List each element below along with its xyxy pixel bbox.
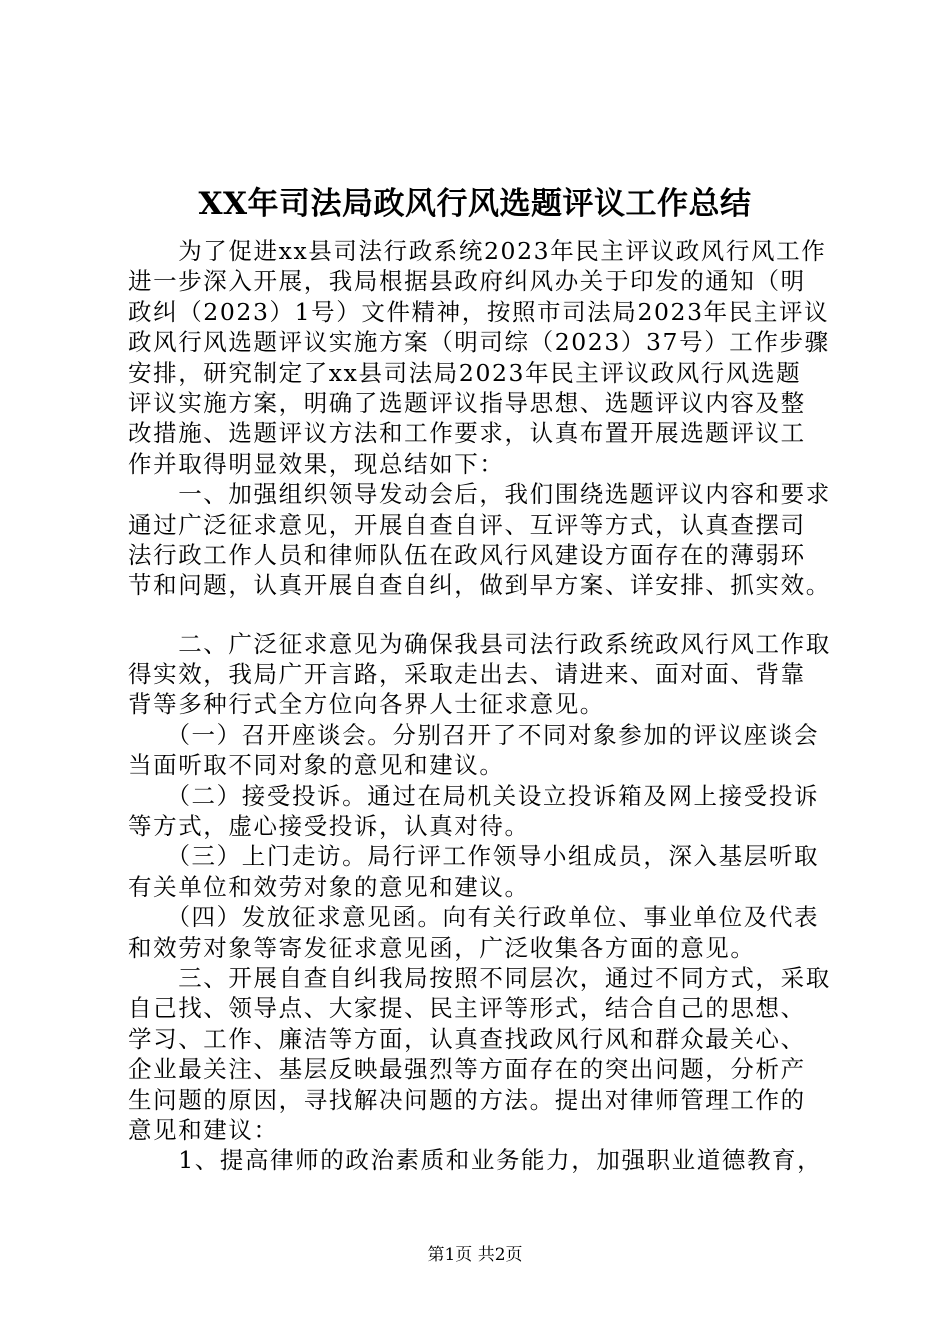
body-line: 进一步深入开展，我局根据县政府纠风办关于印发的通知（明 xyxy=(128,267,806,296)
body-line: 学习、工作、廉洁等方面，认真查找政风行风和群众最关心、 xyxy=(128,1024,806,1053)
body-line: 生问题的原因，寻找解决问题的方法。提出对律师管理工作的 xyxy=(128,1085,806,1114)
body-line: 改措施、选题评议方法和工作要求，认真布置开展选题评议工 xyxy=(128,419,806,448)
body-line: 政风行风选题评议实施方案（明司综（2023）37号）工作步骤 xyxy=(128,328,830,357)
body-line: 当面听取不同对象的意见和建议。 xyxy=(128,751,505,780)
body-line: 有关单位和效劳对象的意见和建议。 xyxy=(128,872,530,901)
body-line: 和效劳对象等寄发征求意见函，广泛收集各方面的意见。 xyxy=(128,933,756,962)
body-line: 法行政工作人员和律师队伍在政风行风建设方面存在的薄弱环 xyxy=(128,540,806,569)
body-line: （四）发放征求意见函。向有关行政单位、事业单位及代表 xyxy=(128,903,820,932)
body-line: 通过广泛征求意见，开展自查自评、互评等方式，认真查摆司 xyxy=(128,510,806,539)
body-line: 节和问题，认真开展自查自纠，做到早方案、详安排、抓实效。 xyxy=(128,571,831,600)
body-line: 作并取得明显效果，现总结如下： xyxy=(128,449,505,478)
body-line: 一、加强组织领导发动会后，我们围绕选题评议内容和要求 xyxy=(128,480,831,509)
body-line: （一）召开座谈会。分别召开了不同对象参加的评议座谈会 xyxy=(128,720,820,749)
body-line: 安排，研究制定了xx县司法局2023年民主评议政风行风选题 xyxy=(128,358,802,387)
body-line: 得实效，我局广开言路，采取走出去、请进来、面对面、背靠 xyxy=(128,660,806,689)
body-line: 为了促进xx县司法行政系统2023年民主评议政风行风工作 xyxy=(128,237,827,265)
body-line: 二、广泛征求意见为确保我县司法行政系统政风行风工作取 xyxy=(128,629,831,658)
body-line: 评议实施方案，明确了选题评议指导思想、选题评议内容及整 xyxy=(128,388,806,417)
body-line: 政纠（2023）1号）文件精神，按照市司法局2023年民主评议 xyxy=(128,297,830,326)
body-line: （二）接受投诉。通过在局机关设立投诉箱及网上接受投诉 xyxy=(128,781,820,810)
document-title: XX年司法局政风行风选题评议工作总结 xyxy=(198,186,752,222)
body-line: 企业最关注、基层反映最强烈等方面存在的突出问题，分析产 xyxy=(128,1055,806,1084)
body-line: 自己找、领导点、大家提、民主评等形式，结合自己的思想、 xyxy=(128,994,806,1023)
body-line: 1、提高律师的政治素质和业务能力，加强职业道德教育， xyxy=(128,1146,823,1175)
document-body xyxy=(128,236,852,1176)
page-number: 第1页 共2页 xyxy=(427,1245,523,1265)
body-line: 三、开展自查自纠我局按照不同层次，通过不同方式，采取 xyxy=(128,963,831,992)
body-line: 意见和建议： xyxy=(128,1115,279,1144)
body-line: 背等多种行式全方位向各界人士征求意见。 xyxy=(128,690,605,719)
paragraph-gap xyxy=(128,601,852,629)
body-line: 等方式，虚心接受投诉，认真对待。 xyxy=(128,812,530,841)
body-line: （三）上门走访。局行评工作领导小组成员，深入基层听取 xyxy=(128,842,820,871)
